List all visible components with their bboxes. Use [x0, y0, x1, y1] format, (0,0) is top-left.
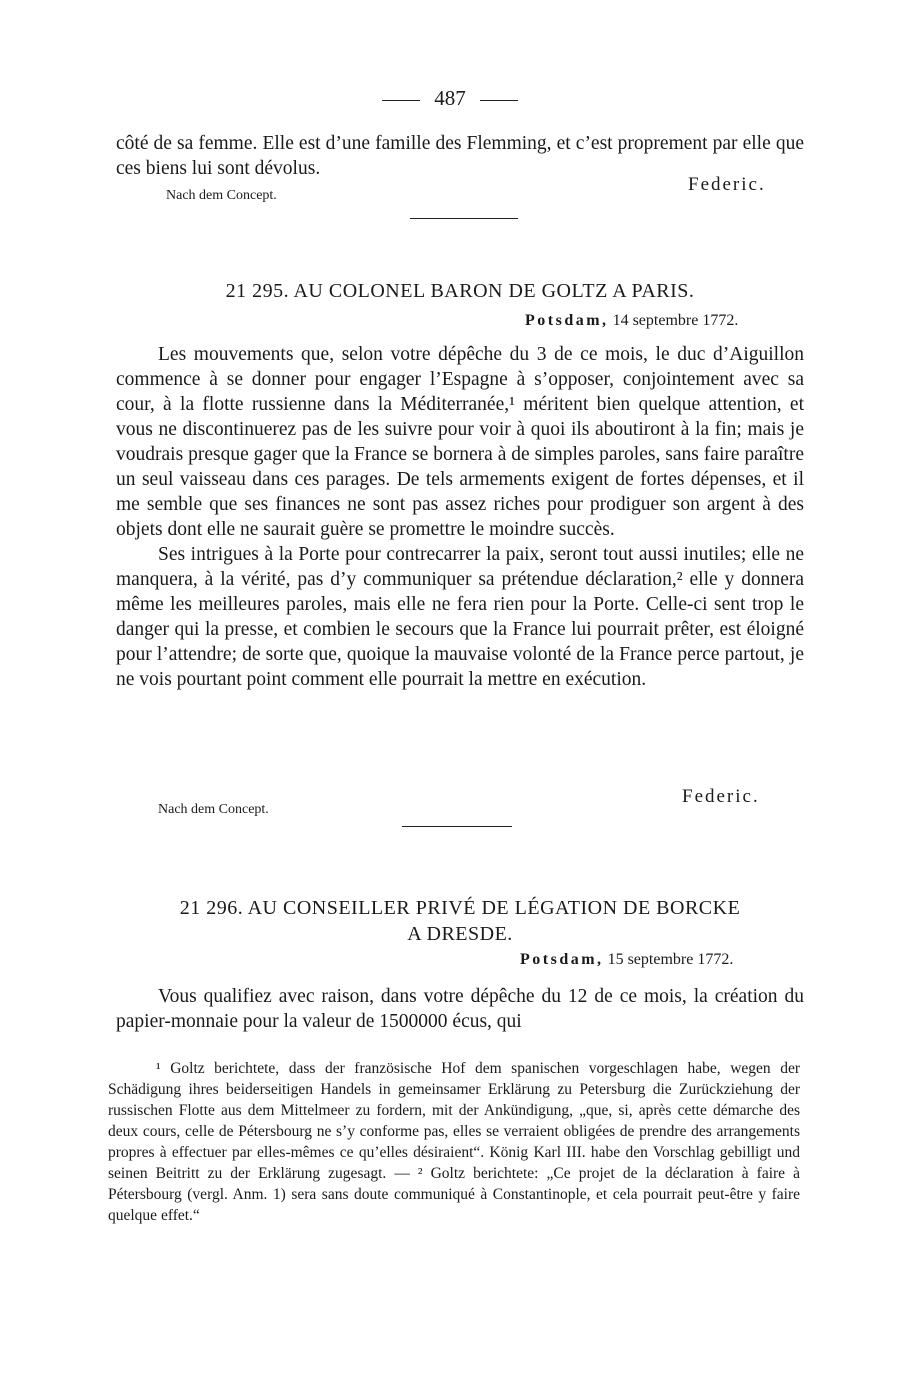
- continuation-paragraph: côté de sa femme. Elle est d’une famille des Flemming, et c’est proprement par elle que ces biens lui sont dévolus.: [116, 133, 804, 179]
- letter-21295-dateline: [525, 312, 738, 330]
- letter-21296-dateline: [520, 951, 733, 969]
- continuation-signature: Federic.: [688, 174, 766, 195]
- letter-21295-signature: Federic.: [682, 786, 760, 807]
- header-dash-right: [480, 100, 518, 101]
- letter-21295-paragraph-2: Ses intrigues à la Porte pour contrecarrer la paix, seront tout aussi inutiles; elle ne manquera, à la vérité, pas d’y communiquer sa prétendue déclaration,² elle y donnera même les meilleures paroles, mais elle ne fera rien pour la Porte. Celle-ci sent trop le danger qui la presse, et combien le secours que la France lui pourrait prêter, est éloigné pour l’attendre; de sorte que, quoique la mauvaise volonté de la France perce partout, je ne vois pourtant point comment elle pourrait la mettre en exécution.: [116, 544, 804, 690]
- continuation-source-note: Nach dem Concept.: [166, 188, 277, 203]
- section-divider: [402, 826, 512, 827]
- footnotes: [108, 1058, 800, 1226]
- letter-21295-paragraph-1: Les mouvements que, selon votre dépêche du 3 de ce mois, le duc d’Aiguillon commence à se donner pour engager l’Espagne à s’opposer, conjointement avec sa cour, à la flotte russienne dans la Méditerranée,¹ méritent bien quelque attention, et vous ne discontinuerez pas de les suivre pour voir à quoi ils aboutiront à la fin; mais je voudrais presque gager que la France se bornera à de simples paroles, sans faire paraître un seul vaisseau dans ces parages. De tels armements exigent de fortes dépenses, et il me semble que ses finances ne sont pas assez riches pour prodiguer son argent à des objets dont elle ne saurait guère se promettre le moindre succès.: [116, 344, 804, 540]
- letter-21296-heading-line-2: A DRESDE.: [407, 923, 513, 945]
- letter-21295-heading: 21 295. AU COLONEL BARON DE GOLTZ A PARIS.: [225, 280, 695, 302]
- letter-21295-place: Potsdam,: [525, 312, 609, 329]
- letter-21296-place: Potsdam,: [520, 951, 604, 968]
- section-divider: [410, 218, 518, 219]
- letter-21296-heading-line-1: 21 296. AU CONSEILLER PRIVÉ DE LÉGATION DE BORCKE: [179, 897, 741, 919]
- letter-21296-heading: [110, 895, 810, 947]
- page-number: 487: [434, 86, 466, 110]
- letter-21296-body: [116, 984, 804, 1034]
- page-header: [0, 86, 900, 111]
- letter-21295-source-note: Nach dem Concept.: [158, 802, 269, 817]
- letter-21296-paragraph-1: Vous qualifiez avec raison, dans votre dépêche du 12 de ce mois, la création du papier-monnaie pour la valeur de 1500000 écus, qui: [116, 986, 804, 1032]
- header-dash-left: [382, 100, 420, 101]
- letter-21296-date: 15 septembre 1772.: [607, 951, 734, 968]
- letter-21295-date: 14 septembre 1772.: [612, 312, 739, 329]
- letter-21295-body: [116, 342, 804, 692]
- footnote-text: ¹ Goltz berichtete, dass der französische Hof dem spanischen vorgeschlagen habe, wegen der Schädigung ihres beiderseitigen Handels in gemeinsamer Erklärung zu Petersburg die Zurückziehung der russischen Flotte aus dem Mittelmeer zu fordern, mit der Ankündigung, „que, si, après cette démarche des deux cours, celle de Pétersbourg ne s’y conforme pas, elles se verraient obligées de prendre des arrangements propres à effectuer par elles-mêmes ce qu’elles désiraient“. König Karl III. habe den Vorschlag gebilligt und seinen Beitritt zu der Erklärung zugesagt. — ² Goltz berichtete: „Ce projet de la déclaration à faire à Pétersbourg (vergl. Anm. 1) sera sans doute communiqué à Constantinople, et cela pourrait peut-être y faire quelque effet.“: [108, 1060, 800, 1224]
